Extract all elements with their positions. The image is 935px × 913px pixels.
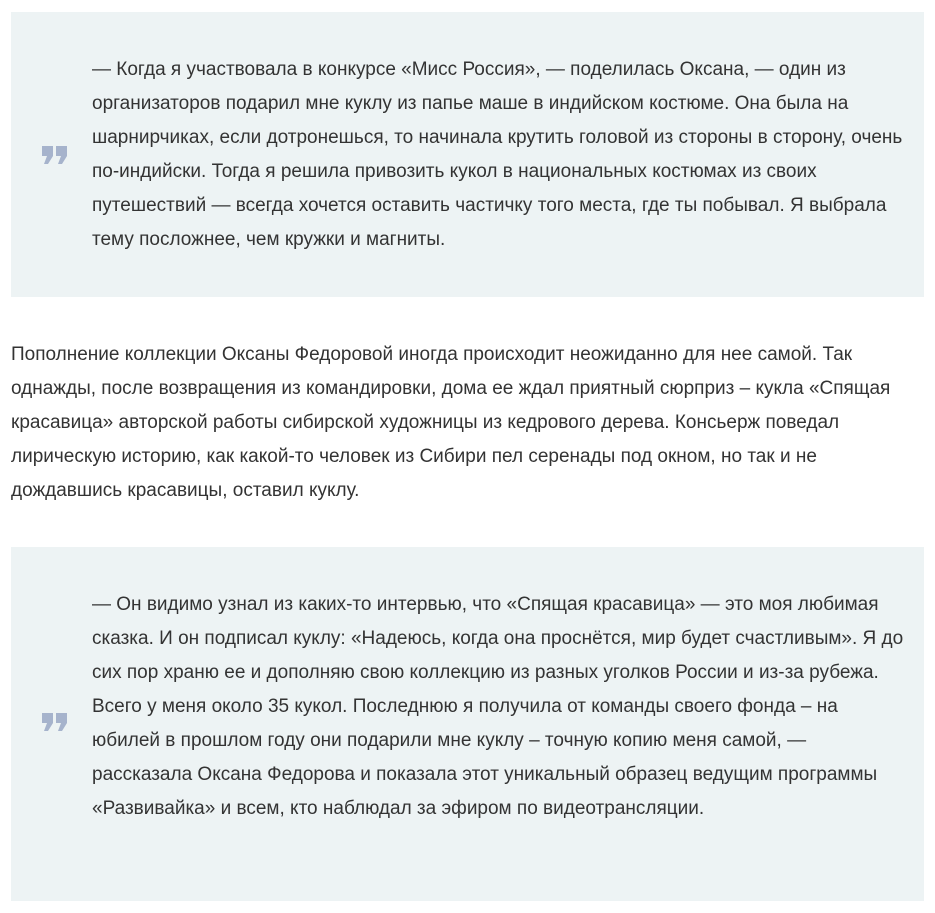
quote-text: — Когда я участвовала в конкурсе «Мисс Россия», — поделилась Оксана, — один из организаторов подарил мне куклу из папье маше в индийском костюме. Она была на шарнирчиках, если дотронешься, то начинала крутить головой из стороны в сторону, очень по-индийски. Тогда я решила привозить кукол в национальных костюмах из своих путешествий — всегда хочется оставить частичку того места, где ты побывал. Я выбрала тему посложнее, чем кружки и магниты. <box>92 59 903 250</box>
article-paragraph: Пополнение коллекции Оксаны Федоровой иногда происходит неожиданно для нее самой. Так однажды, после возвращения из командировки, дома ее ждал приятный сюрприз – кукла «Спящая красавица» авторской работы сибирской художницы из кедрового дерева. Консьерж поведал лирическую историю, как какой-то человек из Сибири пел серенады под окном, но так и не дождавшись красавицы, оставил куклу. <box>11 344 891 501</box>
quote-text: — Он видимо узнал из каких-то интервью, что «Спящая красавица» — это моя любимая сказка. И он подписал куклу: «Надеюсь, когда она проснётся, мир будет счастливым». Я до сих пор храню ее и дополняю свою коллекцию из разных уголков России и из-за рубежа. Всего у меня около 35 кукол. Последнюю я получила от команды своего фонда – на юбилей в прошлом году они подарили мне куклу – точную копию меня самой, — рассказала Оксана Федорова и показала этот уникальный образец ведущим программы «Развивайка» и всем, кто наблюдал за эфиром по видеотрансляции. <box>92 594 904 819</box>
quote-icon <box>42 713 68 731</box>
quote-icon <box>42 146 68 164</box>
quote-block-2 <box>11 547 924 901</box>
quote-block-1 <box>11 12 924 297</box>
